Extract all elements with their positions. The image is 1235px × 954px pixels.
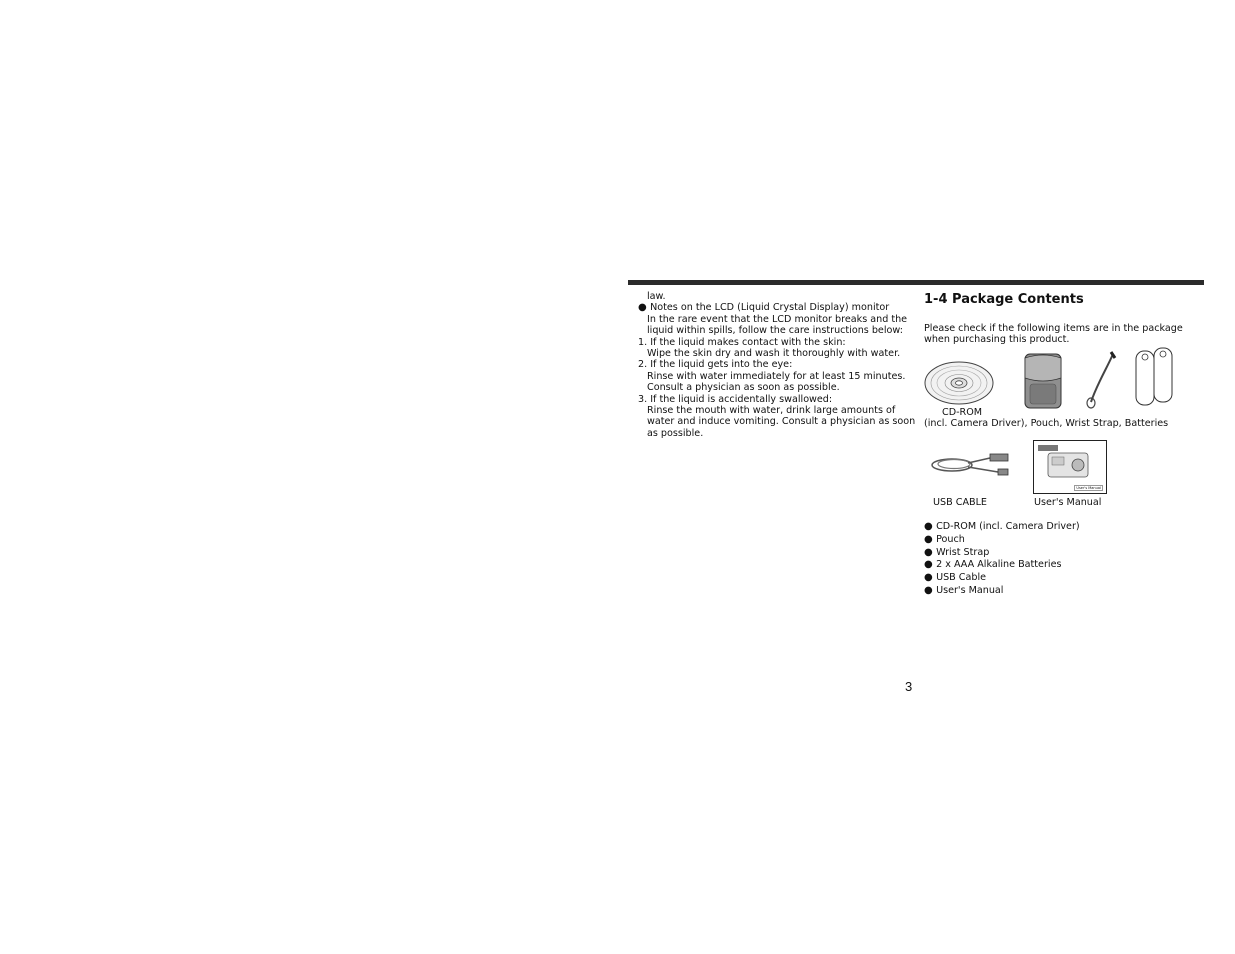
list-item-text: Pouch bbox=[936, 533, 965, 545]
notes-line bbox=[638, 428, 908, 439]
notes-line-text: Consult a physician as soon as possible. bbox=[647, 382, 840, 394]
caption-cd-rom: CD-ROM bbox=[942, 407, 983, 418]
notes-line-text: Rinse the mouth with water, drink large amounts of bbox=[647, 405, 896, 417]
notes-line-text: water and induce vomiting. Consult a physician as soon bbox=[647, 416, 916, 428]
list-item bbox=[924, 559, 1080, 572]
manual-cover-label: User's Manual bbox=[1076, 486, 1101, 490]
list-item bbox=[924, 585, 1080, 598]
caption-row1: (incl. Camera Driver), Pouch, Wrist Strap, Batteries bbox=[924, 418, 1169, 429]
notes-line bbox=[638, 371, 908, 382]
manual-icon bbox=[1033, 440, 1107, 494]
list-item bbox=[924, 521, 1080, 534]
list-item-text: User's Manual bbox=[936, 584, 1004, 596]
cd-rom-icon bbox=[923, 360, 997, 406]
notes-line-text: law. bbox=[647, 291, 666, 302]
list-item-text: CD-ROM (incl. Camera Driver) bbox=[936, 521, 1080, 532]
notes-line bbox=[638, 291, 908, 302]
notes-line-text: In the rare event that the LCD monitor breaks and the bbox=[647, 313, 908, 325]
bullet-icon: ● bbox=[638, 302, 647, 314]
package-items-list bbox=[924, 521, 1080, 598]
notes-line bbox=[638, 394, 908, 405]
pouch-icon bbox=[1022, 350, 1064, 410]
notes-line bbox=[638, 314, 908, 325]
bullet-icon: ● bbox=[924, 572, 933, 584]
section-title: 1-4 Package Contents bbox=[924, 292, 1084, 307]
bullet-icon: ● bbox=[924, 584, 933, 596]
bullet-icon: ● bbox=[924, 521, 933, 532]
header-rule bbox=[628, 280, 1204, 285]
list-item-text: Wrist Strap bbox=[936, 546, 990, 558]
usb-cable-icon bbox=[928, 448, 1014, 482]
caption-manual: User's Manual bbox=[1034, 497, 1102, 508]
notes-line bbox=[638, 348, 908, 359]
notes-line-text: 1. If the liquid makes contact with the skin: bbox=[638, 336, 846, 348]
bullet-icon: ● bbox=[924, 533, 933, 545]
bullet-icon: ● bbox=[924, 546, 933, 558]
list-item-text: USB Cable bbox=[936, 572, 987, 584]
bullet-icon: ● bbox=[924, 559, 933, 571]
lcd-notes-column bbox=[638, 291, 916, 439]
notes-line-text: 3. If the liquid is accidentally swallowed: bbox=[638, 393, 833, 405]
notes-line bbox=[638, 382, 908, 393]
batteries-icon bbox=[1133, 345, 1177, 409]
notes-line-text: as possible. bbox=[647, 427, 704, 439]
notes-line-text: 2. If the liquid gets into the eye: bbox=[638, 359, 793, 371]
list-item bbox=[924, 547, 1080, 560]
notes-line-text: Rinse with water immediately for at least 15 minutes. bbox=[647, 370, 906, 382]
notes-line-text: Notes on the LCD (Liquid Crystal Display) monitor bbox=[650, 302, 890, 314]
list-item-text: 2 x AAA Alkaline Batteries bbox=[936, 559, 1062, 571]
notes-line bbox=[638, 405, 908, 416]
notes-line bbox=[638, 416, 916, 428]
list-item bbox=[924, 534, 1080, 547]
intro-text: Please check if the following items are in the package when purchasing this product. bbox=[924, 323, 1183, 346]
notes-line bbox=[638, 302, 908, 313]
notes-line-text: liquid within spills, follow the care instructions below: bbox=[647, 325, 903, 337]
notes-line bbox=[638, 325, 908, 336]
notes-line bbox=[638, 359, 908, 370]
list-item bbox=[924, 572, 1080, 585]
notes-line-text: Wipe the skin dry and wash it thoroughly with water. bbox=[647, 348, 901, 360]
notes-line bbox=[638, 337, 908, 348]
caption-usb-cable: USB CABLE bbox=[933, 497, 987, 508]
page-number: 3 bbox=[905, 679, 913, 694]
wrist-strap-icon bbox=[1085, 350, 1119, 410]
